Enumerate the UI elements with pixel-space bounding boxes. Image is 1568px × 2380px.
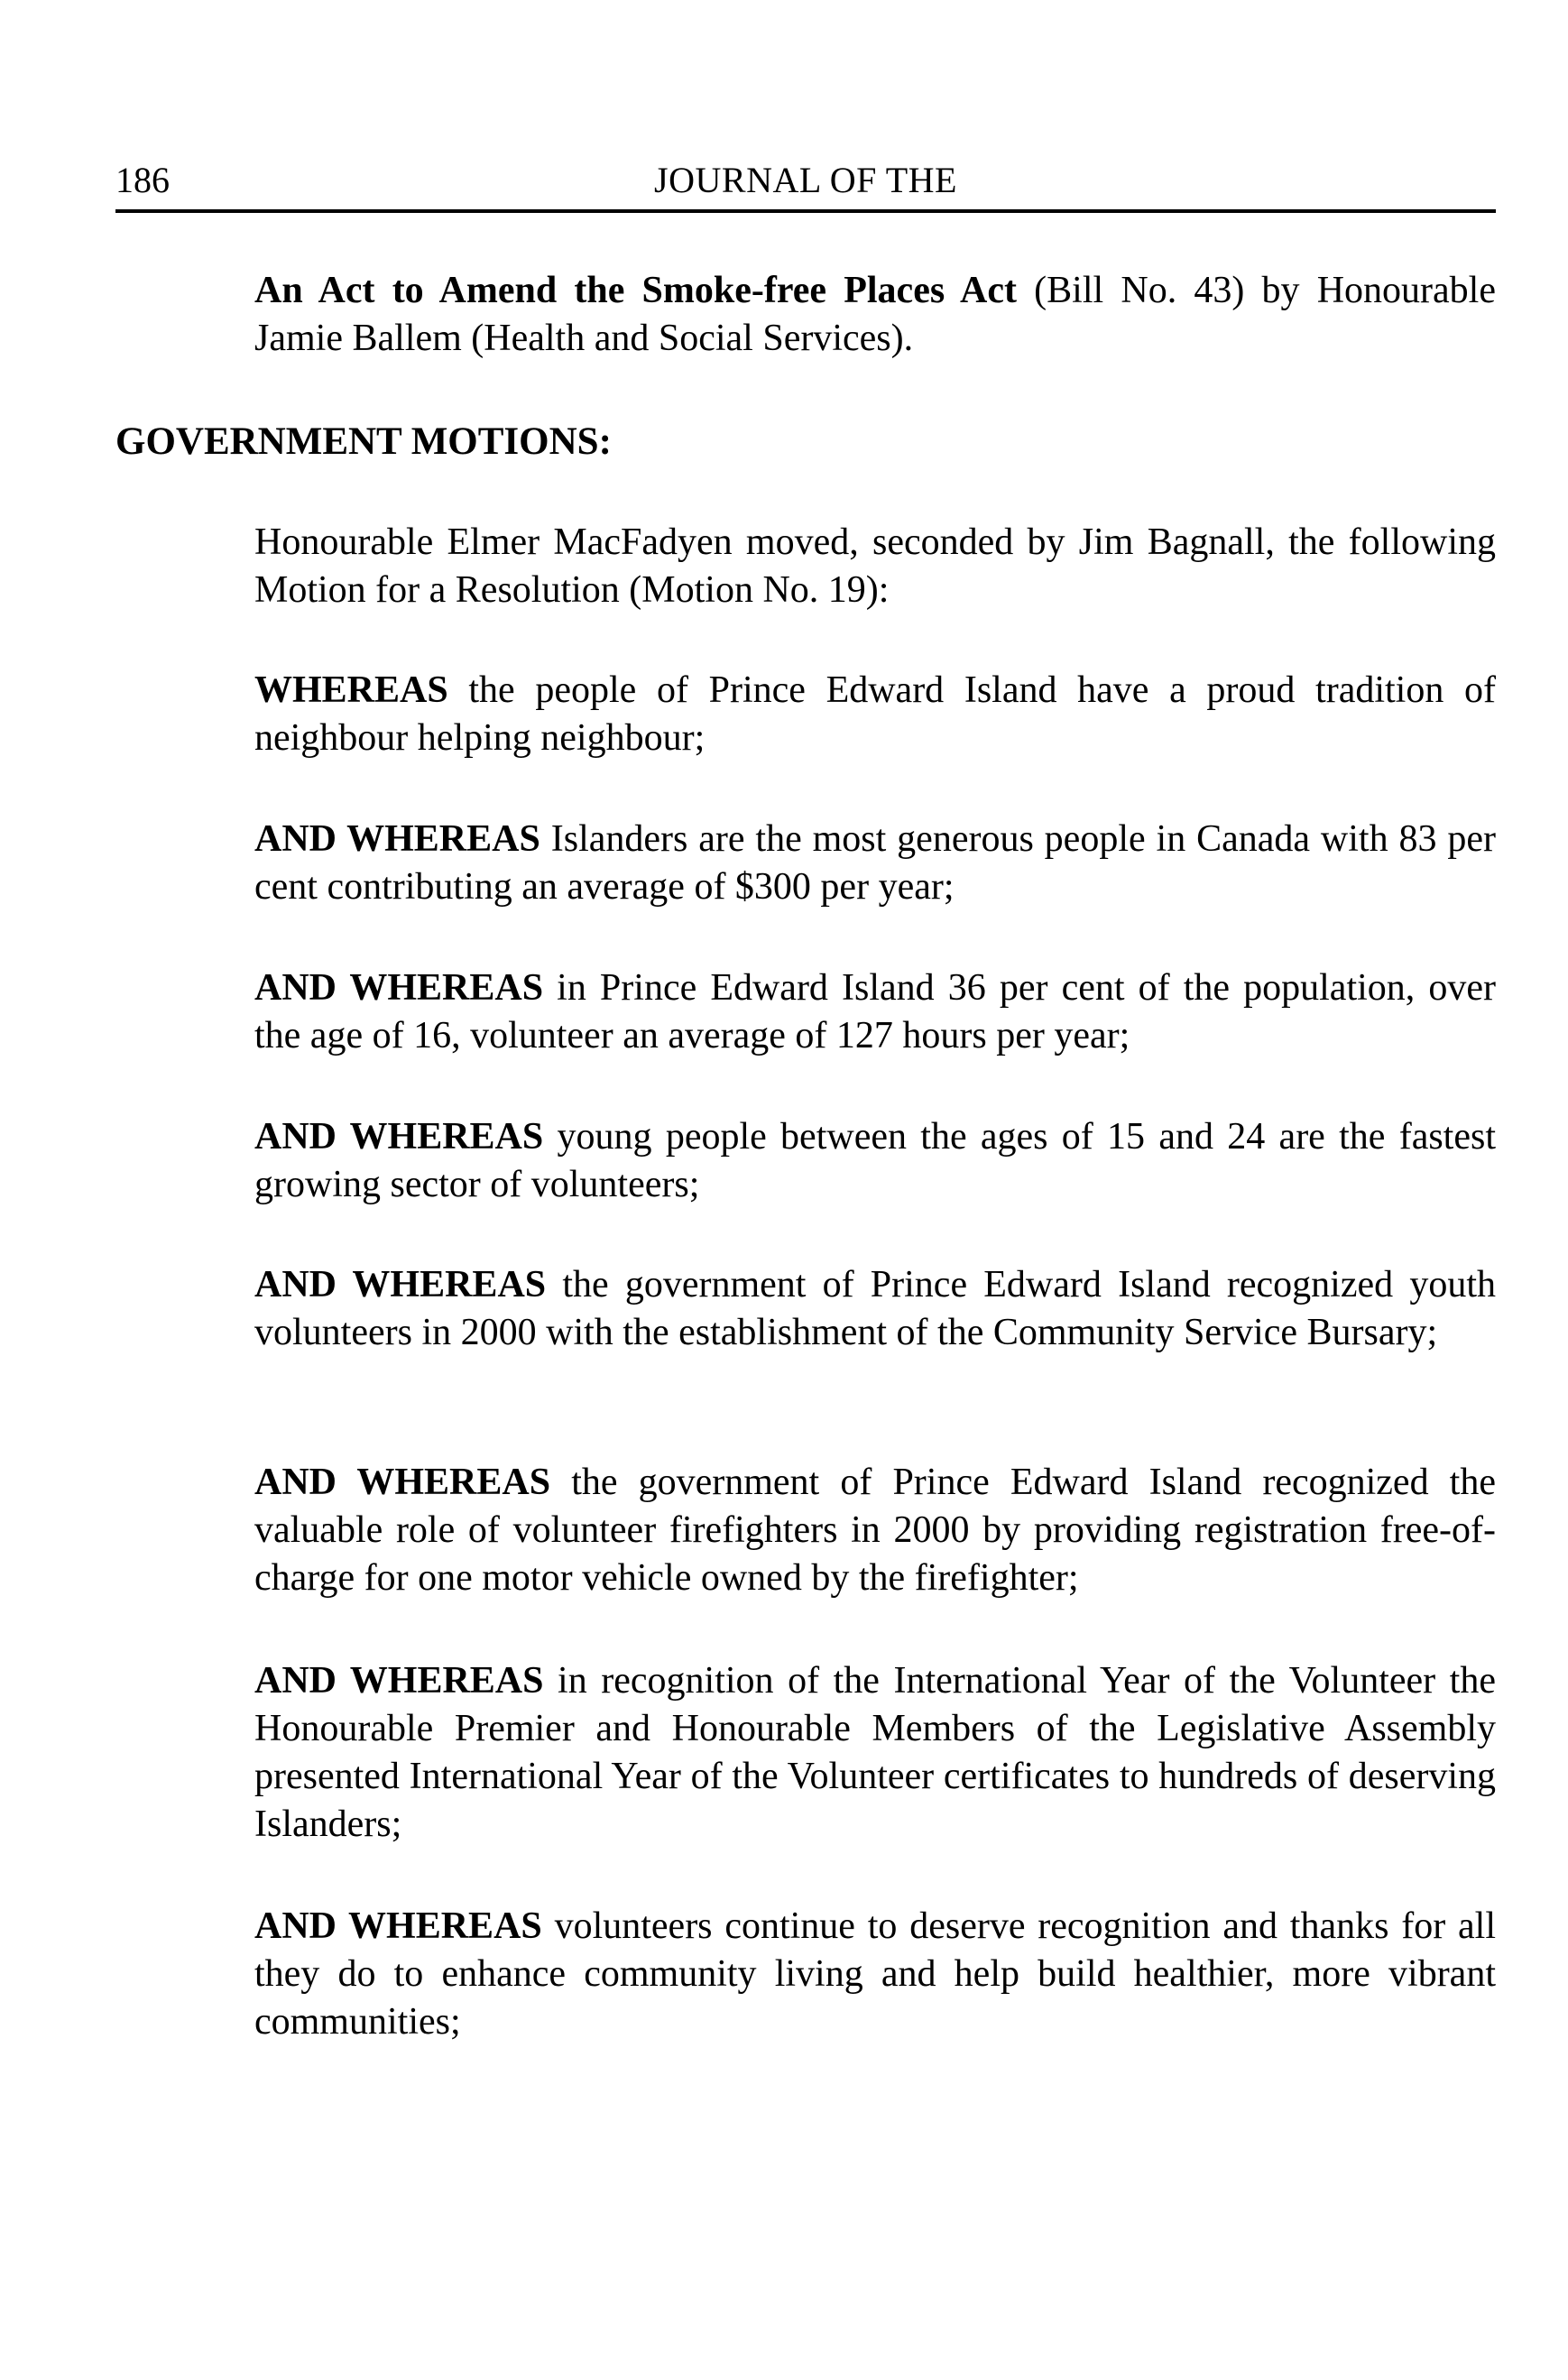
clause-paragraph <box>254 964 1496 1060</box>
bill-details: (Bill No. 43) by Honourable Jamie Ballem (Health and Social Services). <box>254 270 1496 359</box>
clause-paragraph <box>254 1657 1496 1849</box>
page-number: 186 <box>115 160 170 200</box>
clause-lead: AND WHEREAS <box>254 1264 547 1305</box>
clause-lead: AND WHEREAS <box>254 967 544 1009</box>
clause-paragraph <box>254 667 1496 762</box>
clause-text: volunteers continue to deserve recognition and thanks for all they do to enhance community living and help build healthier, more vibrant communities; <box>254 1905 1497 2043</box>
clause-paragraph <box>254 816 1496 911</box>
running-head: JOURNAL OF THE <box>654 160 957 200</box>
clause-lead: AND WHEREAS <box>254 818 540 860</box>
clause-paragraph <box>254 1113 1496 1209</box>
clause-text: the people of Prince Edward Island have a proud tradition of neighbour helping neighbour; <box>254 669 1496 759</box>
clause-paragraph <box>254 1903 1496 2046</box>
section-heading: GOVERNMENT MOTIONS: <box>115 420 612 463</box>
clause-text: young people between the ages of 15 and 24 are the fastest growing sector of volunteers; <box>254 1116 1497 1205</box>
page-header <box>115 159 1496 213</box>
bill-entry <box>254 267 1496 363</box>
clause-text: the government of Prince Edward Island recognized the valuable role of volunteer firefighters in 2000 by providing registration free-of-charge for one motor vehicle owned by the firefighter; <box>254 1462 1496 1599</box>
clause-paragraph <box>254 1459 1496 1602</box>
clause-lead: WHEREAS <box>254 669 448 711</box>
clause-lead: AND WHEREAS <box>254 1462 551 1503</box>
clause-lead: AND WHEREAS <box>254 1116 544 1158</box>
clause-text: in Prince Edward Island 36 per cent of the population, over the age of 16, volunteer an average of 127 hours per year; <box>254 967 1497 1056</box>
bill-title: An Act to Amend the Smoke-free Places Act <box>254 270 1017 311</box>
clause-text: the government of Prince Edward Island recognized youth volunteers in 2000 with the establishment of the Community Service Bursary; <box>254 1264 1496 1353</box>
clause-paragraph <box>254 1261 1496 1357</box>
clause-lead: AND WHEREAS <box>254 1905 542 1947</box>
clause-text: Islanders are the most generous people in Canada with 83 per cent contributing an average of $300 per year; <box>254 818 1496 908</box>
clause-text: in recognition of the International Year of the Volunteer the Honourable Premier and Honourable Members of the Legislative Assembly presented International Year of the Volunteer certificates to hundreds of deserving Islanders; <box>254 1660 1496 1845</box>
clause-lead: AND WHEREAS <box>254 1660 544 1702</box>
motion-intro: Honourable Elmer MacFadyen moved, seconded by Jim Bagnall, the following Motion for a Resolution (Motion No. 19): <box>254 521 1496 611</box>
